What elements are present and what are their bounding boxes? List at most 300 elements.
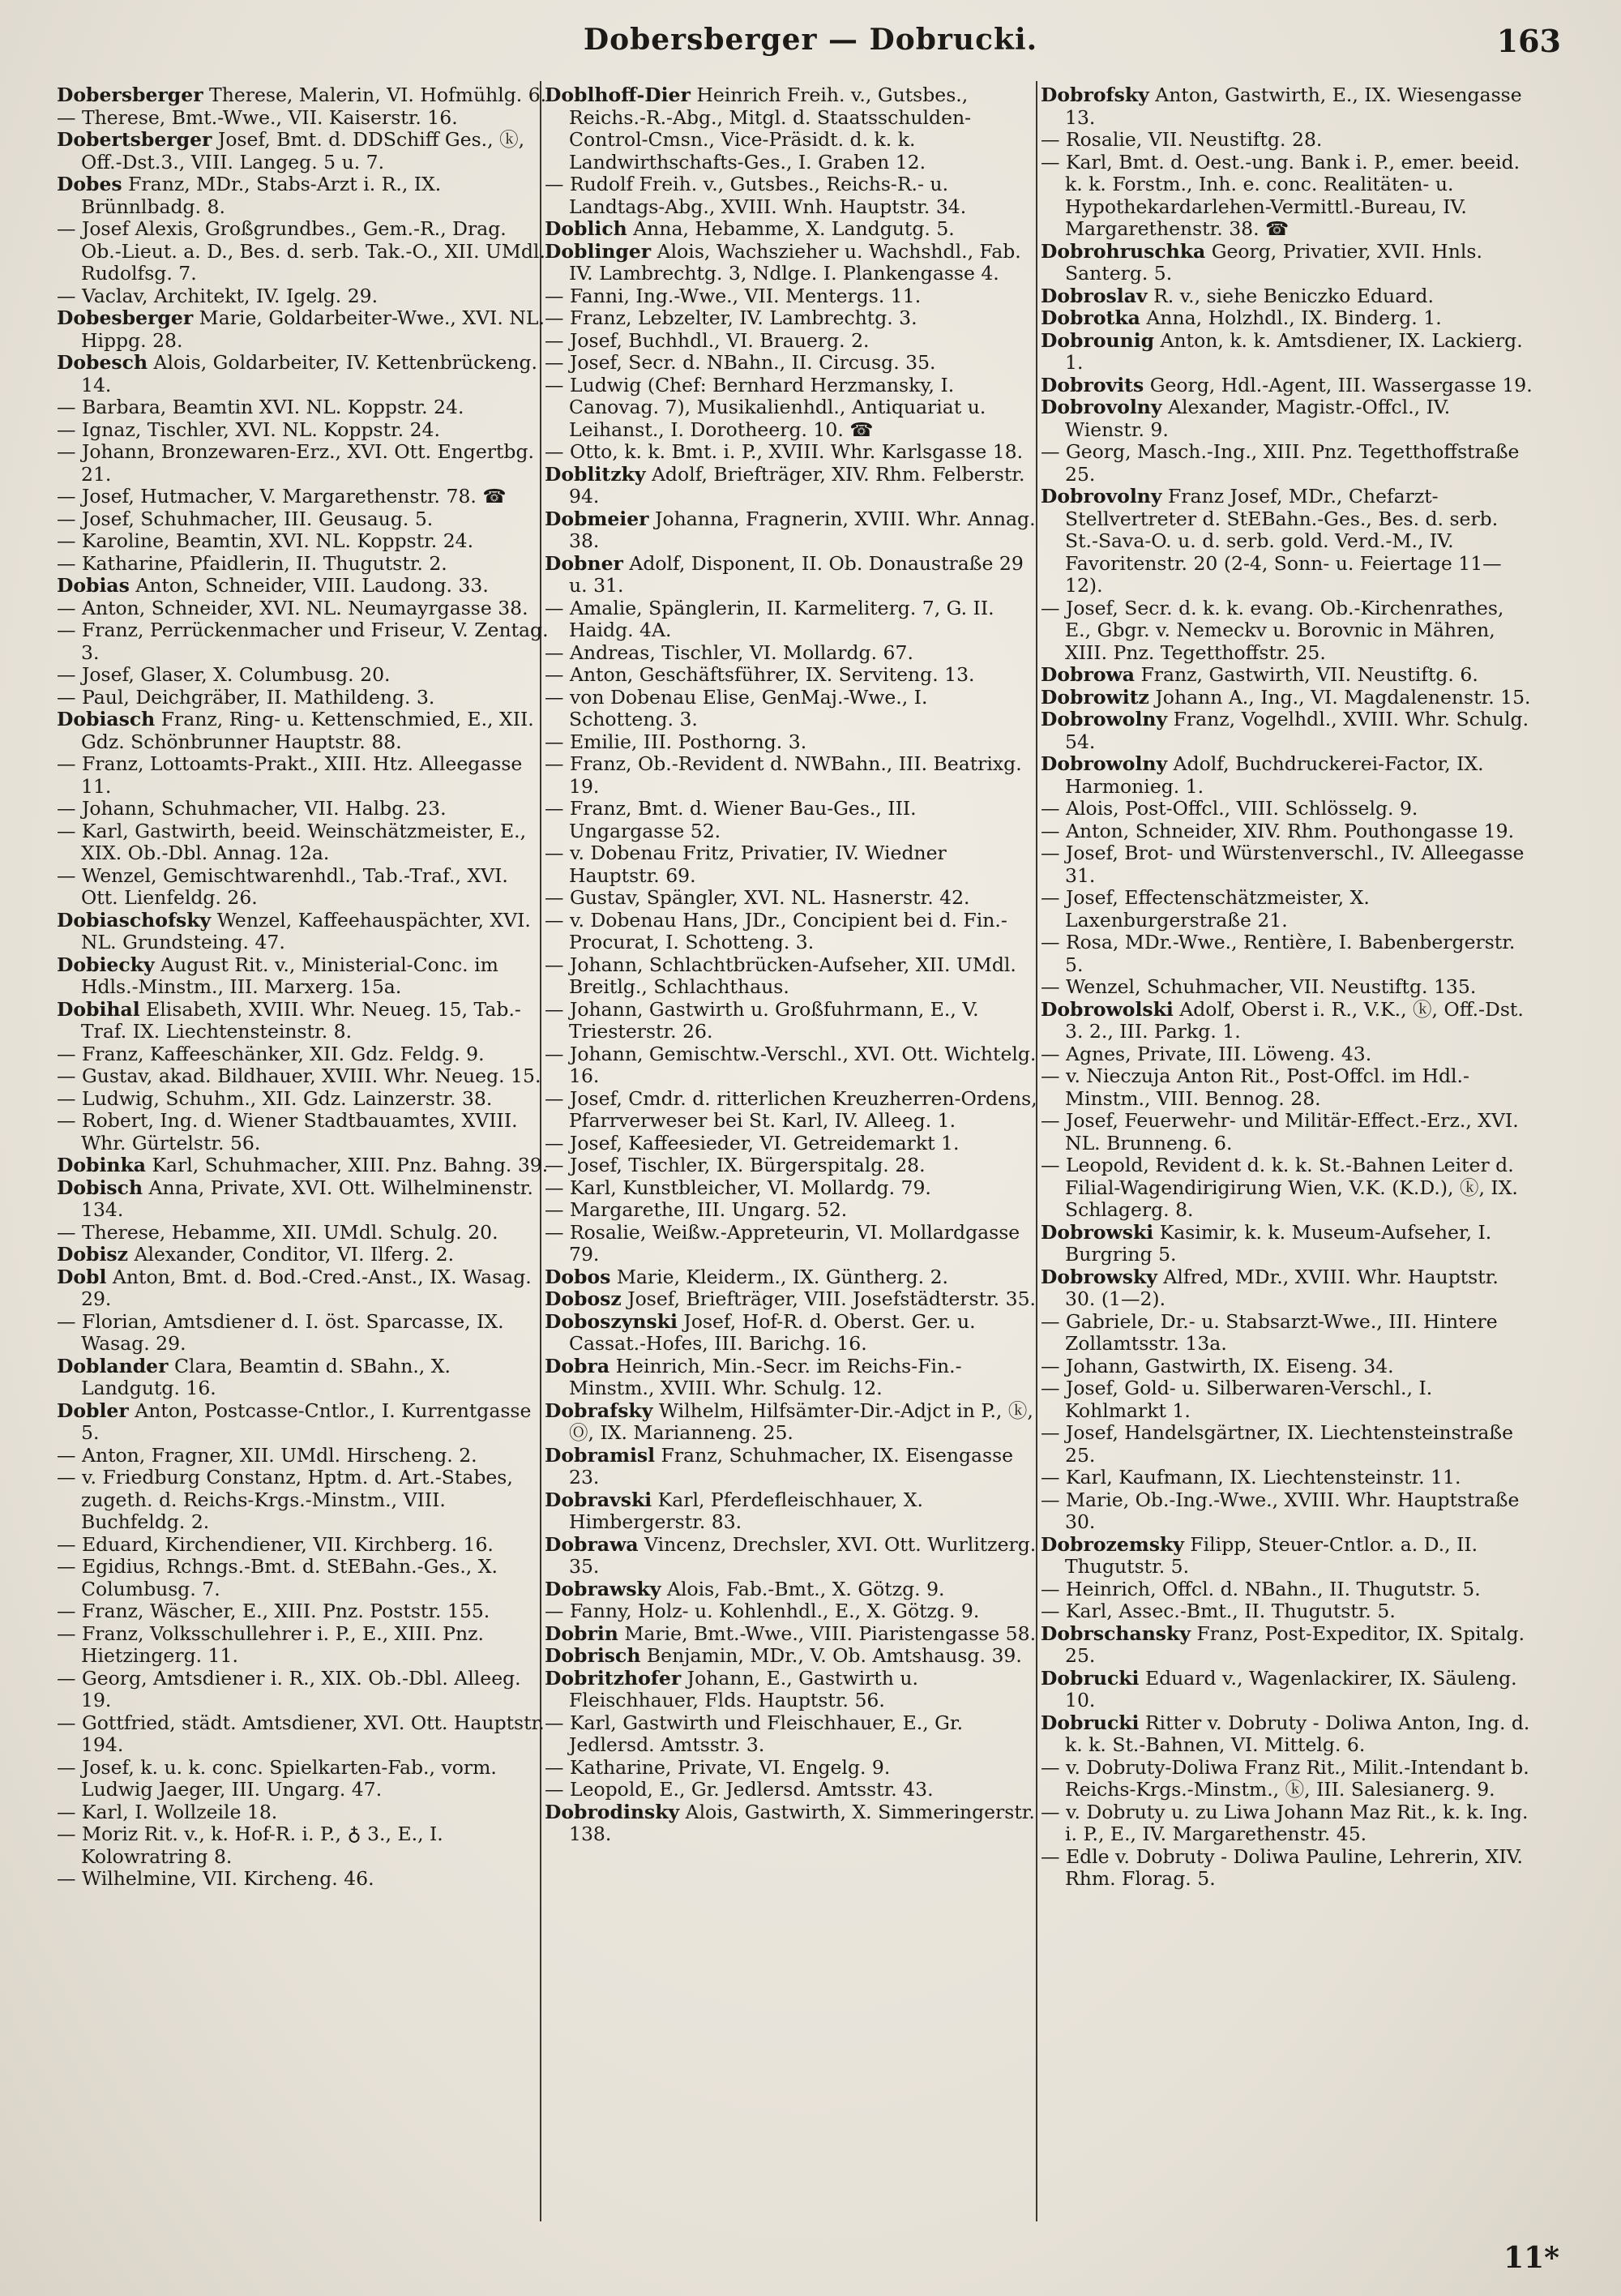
entry-surname: Doblander (57, 1354, 169, 1377)
entry-surname: Dobrawsky (545, 1577, 661, 1600)
directory-entry (545, 307, 1037, 330)
entry-surname: Dobos (545, 1265, 611, 1288)
directory-entry (545, 731, 1037, 754)
entry-surname: Dobrisch (545, 1644, 641, 1667)
entry-details: — Egidius, Rchngs.-Bmt. d. StEBahn.-Ges., X. Columbusg. 7. (57, 1555, 498, 1600)
entry-surname: Dobrounig (1041, 328, 1155, 352)
entry-details: — Anton, Schneider, XIV. Rhm. Pouthongasse 19. (1041, 819, 1515, 842)
entry-surname: Dobritzhofer (545, 1666, 682, 1690)
directory-entry (57, 1110, 550, 1154)
entry-details: Clara, Beamtin d. SBahn., X. Landgutg. 16. (81, 1354, 451, 1399)
directory-entry (57, 1623, 550, 1668)
entry-details: Franz, Ring- u. Kettenschmied, E., XII. Gdz. Schönbrunner Hauptstr. 88. (81, 708, 534, 753)
entry-details: — Josef, Schuhmacher, III. Geusaug. 5. (57, 507, 434, 530)
directory-entry (545, 330, 1037, 353)
directory-entry (57, 218, 550, 285)
directory-entry (57, 709, 550, 753)
entry-details: August Rit. v., Ministerial-Conc. im Hdls.-Minstm., III. Marxerg. 15a. (81, 953, 498, 998)
entry-details: Ritter v. Dobruty - Doliwa Anton, Ing. d. k. k. St.-Bahnen, VI. Mittelg. 6. (1065, 1711, 1530, 1756)
entry-details: Franz, Gastwirth, VII. Neustiftg. 6. (1135, 663, 1478, 686)
entry-surname: Dobesch (57, 351, 148, 374)
page-header-title: Dobersberger — Dobrucki. (583, 23, 1038, 57)
directory-entry (545, 1133, 1037, 1155)
entry-surname: Doboszynski (545, 1309, 678, 1333)
entry-details: — Leopold, Revident d. k. k. St.-Bahnen Leiter d. Filial-Wagendirigirung Wien, V.K. (K.D.), ⓚ, IX. Schlagerg. 8. (1041, 1154, 1518, 1221)
entry-details: — Johann, Schuhmacher, VII. Halbg. 23. (57, 797, 447, 820)
entry-details: — Gustav, akad. Bildhauer, XVIII. Whr. Neueg. 15. (57, 1064, 541, 1087)
entry-details: — v. Dobenau Hans, JDr., Concipient bei d. Fin.-Procurat, I. Schotteng. 3. (545, 908, 1007, 953)
entry-details: — Karl, Kunstbleicher, VI. Mollardg. 79. (545, 1176, 931, 1199)
entry-details: — Wilhelmine, VII. Kircheng. 46. (57, 1867, 374, 1890)
entry-surname: Dobrawa (545, 1532, 639, 1556)
directory-entry (1041, 375, 1533, 397)
directory-entry (1041, 1154, 1533, 1222)
directory-entry (57, 1600, 550, 1623)
entry-details: Alois, Gastwirth, X. Simmeringerstr. 138. (569, 1800, 1035, 1845)
entry-details: — Moriz Rit. v., k. Hof-R. i. P., ♁ 3., E., I. Kolowratring 8. (57, 1823, 443, 1868)
entry-surname: Dobrowski (1041, 1220, 1154, 1244)
entry-details: — Barbara, Beamtin XVI. NL. Koppstr. 24. (57, 396, 464, 418)
entry-surname: Dobmeier (545, 507, 649, 530)
entry-surname: Dobisch (57, 1176, 143, 1199)
entry-details: — Marie, Ob.-Ing.-Wwe., XVIII. Whr. Hauptstraße 30. (1041, 1488, 1520, 1533)
directory-entry (1041, 1757, 1533, 1801)
entry-details: — v. Dobruty u. zu Liwa Johann Maz Rit., k. k. Ing. i. P., E., IV. Margarethenstr. 45. (1041, 1800, 1529, 1845)
entry-details: — Wenzel, Schuhmacher, VII. Neustiftg. 135. (1041, 975, 1477, 998)
entry-details: — Franz, Lottoamts-Prakt., XIII. Htz. Alleegasse 11. (57, 752, 523, 798)
directory-entry (57, 865, 550, 910)
entry-details: Johann, E., Gastwirth u. Fleischhauer, Flds. Hauptstr. 56. (569, 1666, 918, 1711)
entry-details: — Gustav, Spängler, XVI. NL. Hasnerstr. 42. (545, 886, 970, 909)
entry-details: — Andreas, Tischler, VI. Mollardg. 67. (545, 640, 913, 664)
signature-mark: 11* (1503, 2241, 1559, 2275)
entry-details: Johann A., Ing., VI. Magdalenenstr. 15. (1148, 685, 1531, 709)
entry-surname: Dobrowa (1041, 663, 1135, 686)
directory-entry (1041, 1222, 1533, 1266)
directory-entry (57, 575, 550, 598)
directory-entry (57, 1311, 550, 1356)
directory-entry (545, 1311, 1037, 1356)
entry-details: — von Dobenau Elise, GenMaj.-Wwe., I. Schotteng. 3. (545, 685, 928, 730)
directory-entry (545, 598, 1037, 642)
entry-details: Alois, Goldarbeiter, IV. Kettenbrückeng. 14. (81, 351, 538, 396)
directory-entry (545, 1668, 1037, 1712)
entry-details: — Josef, Feuerwehr- und Militär-Effect.-Erz., XVI. NL. Brunneng. 6. (1041, 1109, 1519, 1154)
directory-entry (57, 1534, 550, 1557)
entry-surname: Dobroslav (1041, 284, 1148, 307)
directory-entry (545, 1043, 1037, 1088)
entry-details: Filipp, Steuer-Cntlor. a. D., II. Thugutstr. 5. (1065, 1532, 1478, 1578)
entry-details: — Josef, Handelsgärtner, IX. Liechtensteinstraße 25. (1041, 1421, 1514, 1467)
entry-details: — Karl, I. Wollzeile 18. (57, 1800, 278, 1823)
directory-entry (545, 285, 1037, 308)
entry-details: Marie, Goldarbeiter-Wwe., XVI. NL. Hippg. 28. (81, 306, 545, 352)
entry-details: — Josef, Secr. d. k. k. evang. Ob.-Kirchenrathes, E., Gbgr. v. Nemeckv u. Borovnic in Mähren, XIII. Pnz. Tegetthoffstr. 25. (1041, 596, 1504, 664)
entry-details: — Karl, Gastwirth und Fleischhauer, E., Gr. Jedlersd. Amtsstr. 3. (545, 1711, 964, 1756)
entry-surname: Doblich (545, 217, 627, 240)
directory-entry (1041, 330, 1533, 375)
entry-surname: Dobrucki (1041, 1711, 1140, 1734)
entry-surname: Dobrovolny (1041, 396, 1162, 418)
directory-entry (1041, 1110, 1533, 1154)
entry-details: Eduard v., Wagenlackirer, IX. Säuleng. 10. (1065, 1666, 1517, 1711)
directory-entry (545, 999, 1037, 1043)
entry-details: — Agnes, Private, III. Löweng. 43. (1041, 1042, 1372, 1065)
directory-entry (1041, 307, 1533, 330)
directory-entry (57, 107, 550, 130)
directory-entry (57, 753, 550, 798)
directory-entry (57, 664, 550, 687)
entry-details: — Robert, Ing. d. Wiener Stadtbauamtes, XVIII. Whr. Gürtelstr. 56. (57, 1109, 518, 1154)
entry-details: Anna, Hebamme, X. Landgutg. 5. (627, 217, 955, 240)
directory-entry (1041, 1489, 1533, 1534)
entry-details: Anton, Gastwirth, E., IX. Wiesengasse 13. (1065, 84, 1522, 129)
page-number: 163 (1496, 23, 1561, 59)
entry-details: — Gottfried, städt. Amtsdiener, XVI. Ott. Hauptstr. 194. (57, 1711, 545, 1756)
directory-entry (1041, 976, 1533, 999)
directory-entry (545, 441, 1037, 464)
entry-details: — Rosa, MDr.-Wwe., Rentière, I. Babenbergerstr. 5. (1041, 931, 1516, 976)
entry-details: Adolf, Oberst i. R., V.K., ⓚ, Off.-Dst. 3. 2., III. Parkg. 1. (1065, 997, 1524, 1043)
entry-details: Georg, Hdl.-Agent, III. Wassergasse 19. (1144, 373, 1533, 396)
entry-details: — Franz, Ob.-Revident d. NWBahn., III. Beatrixg. 19. (545, 752, 1022, 798)
directory-entry (1041, 1668, 1533, 1712)
entry-details: — Franz, Lebzelter, IV. Lambrechtg. 3. (545, 306, 917, 329)
directory-entry (57, 530, 550, 553)
entry-details: Marie, Bmt.-Wwe., VIII. Piaristengasse 58. (618, 1621, 1037, 1645)
directory-entry (1041, 1065, 1533, 1110)
entry-details: Kasimir, k. k. Museum-Aufseher, I. Burgring 5. (1065, 1220, 1492, 1266)
entry-details: — Rudolf Freih. v., Gutsbes., Reichs-R.- u. Landtags-Abg., XVIII. Wnh. Hauptstr. 34. (545, 173, 967, 218)
directory-entry (545, 1154, 1037, 1177)
directory-entry (545, 352, 1037, 375)
directory-entry (1041, 129, 1533, 152)
entry-details: — Johann, Gastwirth u. Großfuhrmann, E., V. Triesterstr. 26. (545, 997, 979, 1043)
entry-details: — Franz, Volksschullehrer i. P., E., XIII. Pnz. Hietzingerg. 11. (57, 1621, 484, 1667)
entry-surname: Dobrohruschka (1041, 239, 1206, 263)
entry-details: — Josef, Gold- u. Silberwaren-Verschl., I. Kohlmarkt 1. (1041, 1377, 1433, 1422)
directory-entry (57, 1467, 550, 1534)
directory-entry (57, 820, 550, 865)
entry-details: — Heinrich, Offcl. d. NBahn., II. Thugutstr. 5. (1041, 1577, 1481, 1600)
entry-details: — Karoline, Beamtin, XVI. NL. Koppstr. 24. (57, 529, 474, 552)
directory-entry (1041, 1043, 1533, 1066)
directory-entry (57, 1356, 550, 1400)
entry-details: — Johann, Gastwirth, IX. Eiseng. 34. (1041, 1354, 1394, 1377)
directory-entry (545, 687, 1037, 731)
entry-surname: Dobravski (545, 1488, 652, 1511)
entry-details: Georg, Privatier, XVII. Hnls. Santerg. 5. (1065, 239, 1482, 285)
directory-entry (545, 1600, 1037, 1623)
entry-details: — Anton, Geschäftsführer, IX. Serviteng. 13. (545, 663, 975, 686)
directory-entry (545, 508, 1037, 553)
directory-entry (1041, 1467, 1533, 1489)
entry-details: — Josef, Buchhdl., VI. Brauerg. 2. (545, 328, 870, 352)
entry-details: Anton, Bmt. d. Bod.-Cred.-Anst., IX. Wasag. 29. (81, 1265, 532, 1310)
entry-surname: Dobrowitz (1041, 685, 1149, 709)
column-3 (1041, 84, 1533, 2225)
entry-surname: Doblinger (545, 239, 652, 263)
entry-details: Heinrich, Min.-Secr. im Reichs-Fin.-Minstm., XVIII. Whr. Schulg. 12. (569, 1354, 962, 1399)
entry-details: — v. Dobenau Fritz, Privatier, IV. Wiedner Hauptstr. 69. (545, 842, 947, 887)
directory-entry (545, 241, 1037, 285)
directory-entry (545, 664, 1037, 687)
directory-entry (1041, 1712, 1533, 1757)
entry-details: — Katharine, Private, VI. Engelg. 9. (545, 1755, 891, 1779)
directory-entry (545, 753, 1037, 798)
entry-details: Josef, Briefträger, VIII. Josefstädterstr. 35. (621, 1287, 1036, 1310)
directory-entry (57, 1088, 550, 1111)
directory-entry (545, 1445, 1037, 1489)
directory-entry (1041, 887, 1533, 932)
directory-entry (1041, 241, 1533, 285)
entry-surname: Doblitzky (545, 462, 646, 486)
directory-entry (545, 1489, 1037, 1534)
directory-entry (57, 1400, 550, 1445)
entry-details: Adolf, Disponent, II. Ob. Donaustraße 29 u. 31. (569, 551, 1024, 597)
directory-entry (1041, 152, 1533, 241)
directory-entry (545, 553, 1037, 598)
entry-details: — Franz, Bmt. d. Wiener Bau-Ges., III. Ungargasse 52. (545, 797, 917, 842)
directory-entry (545, 887, 1037, 910)
entry-details: — Josef, Secr. d. NBahn., II. Circusg. 35. (545, 351, 936, 374)
directory-entry (1041, 664, 1533, 687)
directory-entry (545, 1623, 1037, 1646)
entry-details: — Ludwig (Chef: Bernhard Herzmansky, I. Canovag. 7), Musikalienhdl., Antiquariat u. Leihanst., I. Dorotheerg. 10. ☎ (545, 373, 986, 441)
directory-entry (1041, 1422, 1533, 1467)
directory-entry (1041, 598, 1533, 665)
entry-details: — Rosalie, VII. Neustiftg. 28. (1041, 128, 1323, 151)
directory-entry (57, 1065, 550, 1088)
entry-surname: Doblhoff-Dier (545, 84, 691, 106)
entry-details: Alfred, MDr., XVIII. Whr. Hauptstr. 30. (1—2). (1065, 1265, 1499, 1310)
entry-surname: Dobiecky (57, 953, 155, 976)
entry-details: Karl, Pferdefleischhauer, X. Himbergerstr. 83. (569, 1488, 923, 1533)
directory-entry (1041, 932, 1533, 976)
directory-entry (545, 798, 1037, 842)
entry-details: — Alois, Post-Offcl., VIII. Schlösselg. 9. (1041, 797, 1418, 820)
entry-surname: Dobosz (545, 1287, 622, 1310)
directory-entry (1041, 753, 1533, 798)
directory-entry (545, 1779, 1037, 1801)
directory-entry (57, 441, 550, 486)
directory-entry (545, 218, 1037, 241)
directory-entry (545, 1177, 1037, 1200)
entry-surname: Dobias (57, 574, 130, 597)
directory-entry (1041, 798, 1533, 820)
entry-details: — Amalie, Spänglerin, II. Karmeliterg. 7, G. II. Haidg. 4A. (545, 596, 994, 641)
directory-entry (1041, 1377, 1533, 1422)
directory-entry (57, 553, 550, 576)
entry-surname: Dobrucki (1041, 1666, 1140, 1690)
entry-surname: Dobner (545, 551, 623, 575)
entry-details: — Josef, Cmdr. d. ritterlichen Kreuzherren-Ordens, Pfarrverweser bei St. Karl, IV. Alleeg. 1. (545, 1086, 1037, 1132)
entry-details: — Karl, Bmt. d. Oest.-ung. Bank i. P., emer. beeid. k. k. Forstm., Inh. e. conc. Realitäten- u. Hypothekardarlehen-Vermittl.-Bureau, IV. Margarethenstr. 38. ☎ (1041, 150, 1520, 240)
directory-entry (1041, 709, 1533, 753)
directory-entry (57, 999, 550, 1043)
entry-details: Franz, Vogelhdl., XVIII. Whr. Schulg. 54. (1065, 708, 1529, 753)
directory-entry (545, 173, 1037, 218)
entry-details: Vincenz, Drechsler, XVI. Ott. Wurlitzerg. 35. (569, 1532, 1037, 1578)
directory-entry (57, 954, 550, 999)
entry-details: — Rosalie, Weißw.-Appreteurin, VI. Mollardgasse 79. (545, 1220, 1020, 1266)
entry-details: — Franz, Kaffeeschänker, XII. Gdz. Feldg. 9. (57, 1042, 485, 1065)
entry-details: Anna, Private, XVI. Ott. Wilhelminenstr. 134. (81, 1176, 533, 1221)
entry-details: Heinrich Freih. v., Gutsbes., Reichs.-R.-Abg., Mitgl. d. Staatsschulden-Control-Cmsn., Vice-Präsidt. d. k. k. Landwirthschafts-Ges., I. Graben 12. (569, 84, 972, 173)
directory-entry (57, 798, 550, 820)
directory-entry (545, 1088, 1037, 1133)
directory-entry (57, 1668, 550, 1712)
directory-entry (1041, 1600, 1533, 1623)
entry-details: — Josef, Glaser, X. Columbusg. 20. (57, 663, 391, 686)
directory-entry (57, 1712, 550, 1757)
directory-entry (545, 464, 1037, 508)
directory-entry (57, 307, 550, 352)
entry-details: Karl, Schuhmacher, XIII. Pnz. Bahng. 39. (146, 1154, 549, 1176)
entry-surname: Dobler (57, 1399, 129, 1422)
entry-surname: Dobrschansky (1041, 1621, 1191, 1645)
entry-details: Alois, Wachszieher u. Wachshdl., Fab. IV. Lambrechtg. 3, Ndlge. I. Plankengasse 4. (569, 239, 1021, 285)
directory-entry (545, 910, 1037, 954)
entry-surname: Dobertsberger (57, 128, 212, 151)
entry-details: Anton, Postcasse-Cntlor., I. Kurrentgasse 5. (81, 1399, 532, 1444)
entry-details: — Franz, Perrückenmacher und Friseur, V. Zentag. 3. (57, 619, 549, 664)
entry-details: Franz Josef, MDr., Chefarzt-Stellvertreter d. StEBahn.-Ges., Bes. d. serb. St.-Sava-O. u. d. serb. gold. Verd.-M., IV. Favoritenstr. 20 (2-4, Sonn- u. Feiertage 11—12). (1065, 485, 1502, 597)
entry-details: — Josef Alexis, Großgrundbes., Gem.-R., Drag. Ob.-Lieut. a. D., Bes. d. serb. Tak.-O., XII. UMdl. Rudolfsg. 7. (57, 217, 545, 285)
entry-surname: Dobl (57, 1265, 107, 1288)
entry-details: Anton, Schneider, VIII. Laudong. 33. (129, 574, 489, 597)
entry-details: — Anton, Fragner, XII. UMdl. Hirscheng. 2. (57, 1443, 477, 1467)
entry-details: Therese, Malerin, VI. Hofmühlg. 6. (203, 84, 547, 106)
entry-surname: Dobinka (57, 1154, 147, 1176)
entry-details: — Josef, Kaffeesieder, VI. Getreidemarkt 1. (545, 1131, 960, 1154)
directory-entry (57, 1177, 550, 1222)
column-1 (57, 84, 550, 2225)
directory-entry (1041, 820, 1533, 843)
directory-entry (545, 1801, 1037, 1846)
entry-details: — Fanni, Ing.-Wwe., VII. Mentergs. 11. (545, 284, 922, 307)
entry-details: — Otto, k. k. Bmt. i. P., XVIII. Whr. Karlsgasse 18. (545, 440, 1024, 463)
entry-surname: Dobrodinsky (545, 1800, 680, 1823)
entry-details: — Josef, Hutmacher, V. Margarethenstr. 78. ☎ (57, 485, 507, 508)
entry-details: — v. Friedburg Constanz, Hptm. d. Art.-Stabes, zugeth. d. Reichs-Krgs.-Minstm., VIII. Buchfeldg. 2. (57, 1466, 513, 1533)
entry-details: R. v., siehe Beniczko Eduard. (1147, 284, 1434, 307)
entry-details: Johanna, Fragnerin, XVIII. Whr. Annag. 38. (569, 507, 1036, 552)
directory-entry (57, 1043, 550, 1066)
entry-details: — Anton, Schneider, XVI. NL. Neumayrgasse 38. (57, 596, 528, 619)
entry-details: — Josef, k. u. k. conc. Spielkarten-Fab., vorm. Ludwig Jaeger, III. Ungarg. 47. (57, 1755, 497, 1801)
entry-details: — Paul, Deichgräber, II. Mathildeng. 3. (57, 685, 435, 709)
entry-details: — Georg, Amtsdiener i. R., XIX. Ob.-Dbl. Alleeg. 19. (57, 1666, 521, 1711)
directory-entry (545, 842, 1037, 887)
entry-details: Benjamin, MDr., V. Ob. Amtshausg. 39. (640, 1644, 1022, 1667)
directory-entry (1041, 1311, 1533, 1356)
entry-surname: Dobra (545, 1354, 610, 1377)
entry-details: Alexander, Conditor, VI. Ilferg. 2. (128, 1243, 455, 1266)
entry-details: — Fanny, Holz- u. Kohlenhdl., E., X. Götzg. 9. (545, 1600, 980, 1622)
entry-details: Anna, Holzhdl., IX. Binderg. 1. (1140, 306, 1442, 329)
entry-details: — Josef, Effectenschätzmeister, X. Laxenburgerstraße 21. (1041, 886, 1370, 932)
entry-surname: Dobisz (57, 1243, 128, 1266)
directory-entry (57, 1222, 550, 1244)
directory-entry (1041, 1623, 1533, 1668)
entry-details: Anton, k. k. Amtsdiener, IX. Lackierg. 1. (1065, 328, 1523, 374)
directory-entry (1041, 396, 1533, 441)
column-2 (545, 84, 1037, 2225)
directory-entry (1041, 1356, 1533, 1378)
directory-entry (545, 1578, 1037, 1601)
entry-details: — Margarethe, III. Ungarg. 52. (545, 1198, 848, 1221)
directory-entry (545, 1288, 1037, 1311)
entry-surname: Dobihal (57, 997, 140, 1021)
entry-details: — Katharine, Pfaidlerin, II. Thugutstr. 2. (57, 551, 447, 575)
entry-details: — Eduard, Kirchendiener, VII. Kirchberg. 16. (57, 1532, 494, 1556)
entry-surname: Dobersberger (57, 84, 203, 106)
directory-entry (57, 1266, 550, 1311)
entry-surname: Dobrafsky (545, 1399, 653, 1422)
entry-details: — Leopold, E., Gr. Jedlersd. Amtsstr. 43. (545, 1778, 934, 1801)
directory-entry (545, 1757, 1037, 1780)
directory-entry (545, 1645, 1037, 1668)
directory-entry (1041, 84, 1533, 129)
directory-entry (1041, 1846, 1533, 1891)
directory-entry (57, 687, 550, 709)
directory-entry (57, 396, 550, 419)
directory-entry (57, 1801, 550, 1824)
entry-details: — Johann, Schlachtbrücken-Aufseher, XII. UMdl. Breitlg., Schlachthaus. (545, 953, 1016, 998)
entry-details: — Johann, Gemischtw.-Verschl., XVI. Ott. Wichtelg. 16. (545, 1042, 1037, 1087)
directory-entry (1041, 1578, 1533, 1601)
entry-surname: Dobrovits (1041, 373, 1144, 396)
entry-details: — Josef, Tischler, IX. Bürgerspitalg. 28. (545, 1154, 926, 1176)
directory-entry (1041, 1266, 1533, 1311)
directory-entry (57, 508, 550, 531)
entry-details: Alexander, Magistr.-Offcl., IV. Wienstr. 9. (1065, 396, 1451, 441)
directory-entry (545, 1266, 1037, 1289)
directory-entry (57, 129, 550, 173)
entry-details: — Johann, Bronzewaren-Erz., XVI. Ott. Engertbg. 21. (57, 440, 534, 486)
entry-details: — v. Nieczuja Anton Rit., Post-Offcl. im Hdl.-Minstm., VIII. Bennog. 28. (1041, 1064, 1469, 1110)
directory-entry (545, 1712, 1037, 1757)
entry-surname: Dobrowolny (1041, 752, 1168, 775)
entry-details: Wilhelm, Hilfsämter-Dir.-Adjct in P., ⓚ, Ⓞ, IX. Marianneng. 25. (569, 1399, 1033, 1444)
directory-entry (1041, 842, 1533, 887)
entry-surname: Dobrowsky (1041, 1265, 1157, 1288)
entry-details: Wenzel, Kaffeehauspächter, XVI. NL. Grundsteing. 47. (81, 908, 531, 953)
directory-entry (57, 598, 550, 620)
entry-details: Josef, Hof-R. d. Oberst. Ger. u. Cassat.-Hofes, III. Barichg. 16. (569, 1309, 976, 1355)
entry-details: — v. Dobruty-Doliwa Franz Rit., Milit.-Intendant b. Reichs-Krgs.-Minstm., ⓚ, III. Salesianerg. 9. (1041, 1755, 1529, 1801)
directory-entry (57, 1244, 550, 1266)
directory-entry (57, 619, 550, 664)
entry-details: — Ludwig, Schuhm., XII. Gdz. Lainzerstr. 38. (57, 1086, 493, 1110)
entry-details: Franz, MDr., Stabs-Arzt i. R., IX. Brünnlbadg. 8. (81, 173, 442, 218)
directory-entry (545, 1199, 1037, 1222)
directory-entry (57, 1868, 550, 1891)
entry-surname: Dobrovolny (1041, 485, 1162, 508)
directory-entry (57, 173, 550, 218)
directory-entry (545, 1356, 1037, 1400)
entry-details: Franz, Post-Expeditor, IX. Spitalg. 25. (1065, 1621, 1525, 1667)
entry-surname: Dobrofsky (1041, 84, 1149, 106)
entry-surname: Dobiasch (57, 708, 156, 730)
entry-details: — Florian, Amtsdiener d. I. öst. Sparcasse, IX. Wasag. 29. (57, 1309, 504, 1355)
entry-details: — Therese, Hebamme, XII. UMdl. Schulg. 20. (57, 1220, 498, 1244)
directory-entry (57, 1757, 550, 1801)
directory-entry (545, 1534, 1037, 1578)
directory-entry (545, 375, 1037, 442)
entry-details: — Karl, Kaufmann, IX. Liechtensteinstr. 11. (1041, 1466, 1461, 1489)
